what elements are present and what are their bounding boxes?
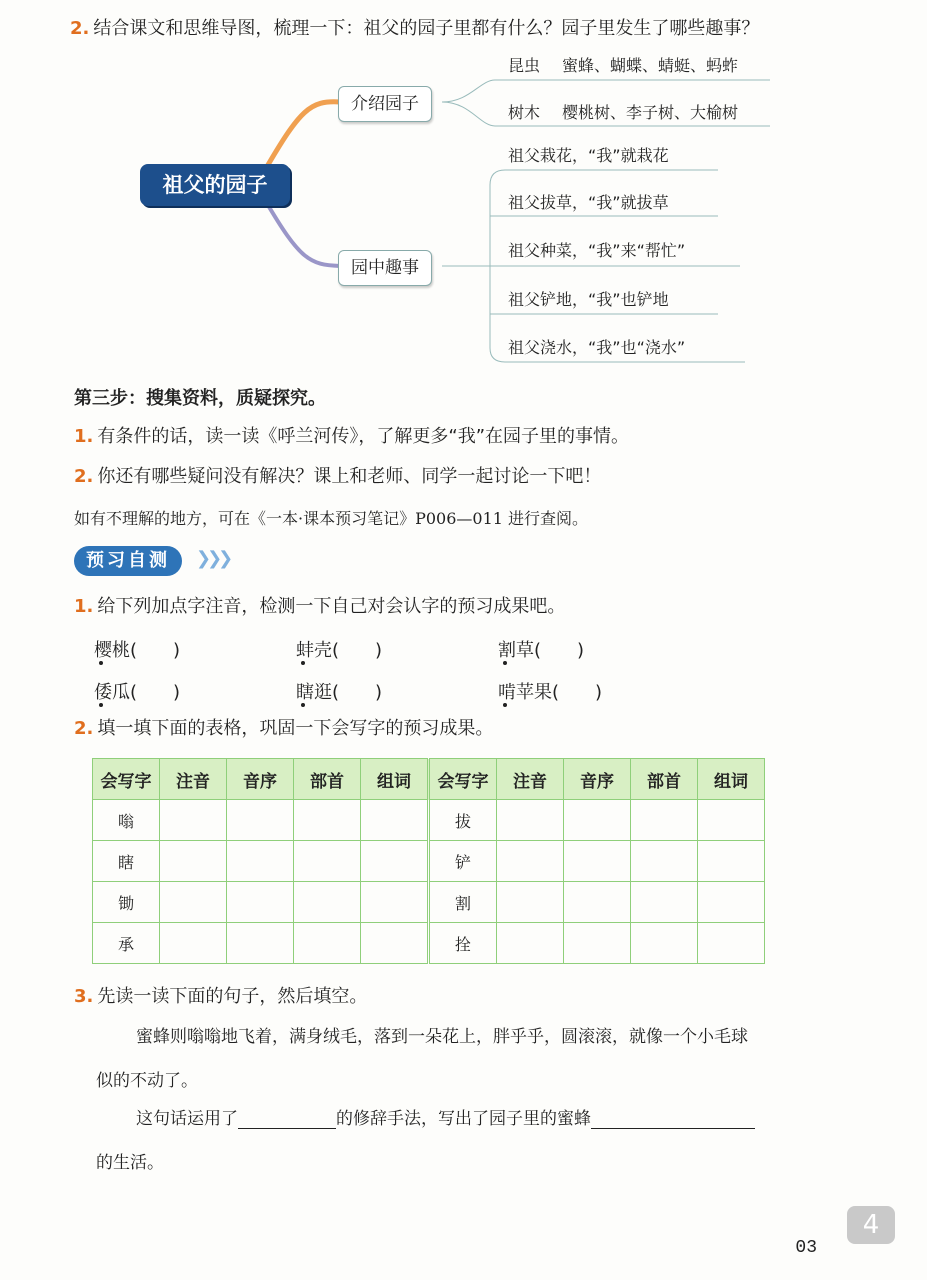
- mindmap-leaf-insects: [508, 55, 738, 77]
- table-character: 承: [93, 923, 160, 964]
- table-cell-blank[interactable]: [361, 882, 429, 923]
- table-cell-blank[interactable]: [227, 882, 294, 923]
- table-header-row: [93, 759, 765, 800]
- pinyin-item: 瞎逛( ): [296, 682, 383, 703]
- fill-text: 的修辞手法，写出了园子里的蜜蜂: [336, 1109, 591, 1129]
- table-cell-blank[interactable]: [564, 923, 631, 964]
- table-character: 割: [429, 882, 497, 923]
- table-character: 瞎: [93, 841, 160, 882]
- emphasis-dot: [301, 703, 305, 707]
- table-cell-blank[interactable]: [227, 841, 294, 882]
- table-cell-blank[interactable]: [160, 800, 227, 841]
- step3-title: 第三步：搜集资料，质疑探究。: [74, 388, 326, 409]
- table-header: 注音: [160, 759, 227, 800]
- table-cell-blank[interactable]: [698, 923, 765, 964]
- fill-text: 这句话运用了: [136, 1109, 238, 1129]
- table-cell-blank[interactable]: [227, 923, 294, 964]
- table-cell-blank[interactable]: [361, 923, 429, 964]
- leaf-items: 蜜蜂、蝴蝶、蜻蜓、蚂蚱: [562, 56, 739, 75]
- question-number: 1.: [74, 426, 94, 447]
- table-cell-blank[interactable]: [698, 841, 765, 882]
- table-cell-blank[interactable]: [497, 882, 564, 923]
- table-character: 嗡: [93, 800, 160, 841]
- table-header: 组词: [361, 759, 429, 800]
- selftest-question-1: [74, 594, 565, 620]
- pinyin-item: 啃苹果( ): [498, 682, 603, 703]
- table-cell-blank[interactable]: [497, 800, 564, 841]
- emphasis-dot: [301, 661, 305, 665]
- page-number: 03: [795, 1238, 817, 1258]
- step3-question-2: [74, 464, 601, 490]
- table-header: 音序: [564, 759, 631, 800]
- mindmap-branch-events: 园中趣事: [338, 250, 432, 286]
- mindmap-center: 祖父的园子: [140, 164, 290, 206]
- question-number: 1.: [74, 596, 94, 617]
- selftest-question-3: [74, 984, 367, 1010]
- page-badge: 4: [847, 1206, 895, 1244]
- question-text: 你还有哪些疑问没有解决？课上和老师、同学一起讨论一下吧！: [97, 466, 602, 487]
- answer-blank-rhetoric[interactable]: [238, 1110, 336, 1129]
- table-header: 会写字: [429, 759, 497, 800]
- table-character: 铲: [429, 841, 497, 882]
- question-text: 给下列加点字注音，检测一下自己对会认字的预习成果吧。: [97, 596, 566, 617]
- mindmap-leaf-trees: [508, 102, 738, 124]
- fill-in-sentence-end: 的生活。: [96, 1153, 164, 1173]
- character-table: [92, 758, 765, 964]
- table-cell-blank[interactable]: [361, 841, 429, 882]
- question-number: 2.: [74, 718, 94, 739]
- table-cell-blank[interactable]: [160, 841, 227, 882]
- table-character: 拴: [429, 923, 497, 964]
- table-cell-blank[interactable]: [631, 800, 698, 841]
- mindmap-leaf-event: 祖父铲地，“我”也铲地: [508, 290, 669, 309]
- table-character: 拔: [429, 800, 497, 841]
- table-header: 组词: [698, 759, 765, 800]
- table-cell-blank[interactable]: [497, 923, 564, 964]
- table-cell-blank[interactable]: [227, 800, 294, 841]
- mindmap-leaf-event: 祖父拔草，“我”就拔草: [508, 193, 669, 212]
- step3-question-1: [74, 424, 629, 450]
- table-header: 会写字: [93, 759, 160, 800]
- table-cell-blank[interactable]: [497, 841, 564, 882]
- emphasis-dot: [99, 703, 103, 707]
- table-cell-blank[interactable]: [564, 882, 631, 923]
- question-text: 结合课文和思维导图，梳理一下：祖父的园子里都有什么？园子里发生了哪些趣事？: [93, 18, 760, 39]
- table-cell-blank[interactable]: [698, 800, 765, 841]
- leaf-category: 树木: [508, 103, 541, 122]
- reference-note: 如有不理解的地方，可在《一本·课本预习笔记》P006—011 进行查阅。: [74, 509, 589, 528]
- pinyin-item: 倭瓜( ): [94, 682, 181, 703]
- emphasis-dot: [503, 661, 507, 665]
- table-row: [93, 841, 765, 882]
- question-number: 2.: [70, 18, 90, 39]
- table-header: 部首: [631, 759, 698, 800]
- table-cell-blank[interactable]: [631, 841, 698, 882]
- table-cell-blank[interactable]: [361, 800, 429, 841]
- table-character: 锄: [93, 882, 160, 923]
- table-cell-blank[interactable]: [160, 923, 227, 964]
- table-header: 音序: [227, 759, 294, 800]
- emphasis-dot: [503, 703, 507, 707]
- mindmap-branch-intro: 介绍园子: [338, 86, 432, 122]
- question-text: 先读一读下面的句子，然后填空。: [97, 986, 368, 1007]
- table-row: [93, 800, 765, 841]
- mindmap-leaf-event: 祖父栽花，“我”就栽花: [508, 146, 669, 165]
- table-cell-blank[interactable]: [294, 841, 361, 882]
- table-header: 注音: [497, 759, 564, 800]
- pinyin-item: 蚌壳( ): [296, 640, 383, 661]
- table-cell-blank[interactable]: [294, 882, 361, 923]
- selftest-question-2: [74, 716, 493, 742]
- answer-blank-life[interactable]: [591, 1110, 755, 1129]
- question-number: 3.: [74, 986, 94, 1007]
- table-cell-blank[interactable]: [564, 800, 631, 841]
- mindmap-leaf-event: 祖父浇水，“我”也“浇水”: [508, 338, 686, 357]
- table-cell-blank[interactable]: [294, 923, 361, 964]
- table-cell-blank[interactable]: [698, 882, 765, 923]
- question-number: 2.: [74, 466, 94, 487]
- section-banner: 预习自测: [74, 546, 182, 576]
- table-row: [93, 882, 765, 923]
- table-cell-blank[interactable]: [294, 800, 361, 841]
- pinyin-item: 樱桃( ): [94, 640, 181, 661]
- table-cell-blank[interactable]: [160, 882, 227, 923]
- mindmap-leaf-event: 祖父种菜，“我”来“帮忙”: [508, 241, 686, 260]
- fill-in-sentence: [136, 1104, 755, 1129]
- question-text: 有条件的话，读一读《呼兰河传》，了解更多“我”在园子里的事情。: [97, 426, 630, 447]
- table-cell-blank[interactable]: [631, 882, 698, 923]
- question-text: 填一填下面的表格，巩固一下会写字的预习成果。: [97, 718, 494, 739]
- leaf-items: 樱桃树、李子树、大榆树: [562, 103, 739, 122]
- chevron-right-icon: ❯❯❯: [196, 548, 230, 569]
- table-cell-blank[interactable]: [564, 841, 631, 882]
- emphasis-dot: [99, 661, 103, 665]
- quoted-sentence-cont: 似的不动了。: [96, 1071, 198, 1091]
- quoted-sentence: 蜜蜂则嗡嗡地飞着，满身绒毛，落到一朵花上，胖乎乎，圆滚滚，就像一个小毛球: [136, 1027, 748, 1047]
- leaf-category: 昆虫: [508, 56, 541, 75]
- table-row: [93, 923, 765, 964]
- table-header: 部首: [294, 759, 361, 800]
- table-cell-blank[interactable]: [631, 923, 698, 964]
- pinyin-item: 割草( ): [498, 640, 585, 661]
